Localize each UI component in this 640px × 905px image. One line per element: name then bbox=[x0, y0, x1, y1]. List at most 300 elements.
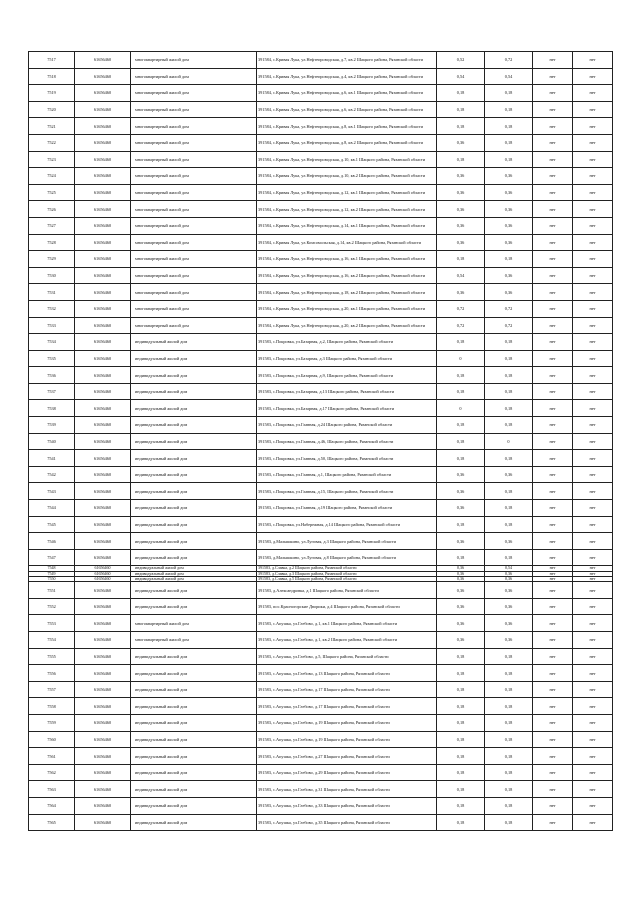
value-2-cell: 0,36 bbox=[485, 201, 533, 218]
flag-1-cell: нет bbox=[533, 500, 573, 517]
flag-2-cell: нет bbox=[573, 731, 613, 748]
flag-1-cell: нет bbox=[533, 234, 573, 251]
flag-2-cell: нет bbox=[573, 433, 613, 450]
table-row bbox=[29, 168, 613, 185]
flag-2-cell: нет bbox=[573, 201, 613, 218]
oktmo-code-cell: 61656460 bbox=[75, 168, 131, 185]
building-type-cell: индивидуальный жилой дом bbox=[131, 417, 257, 434]
value-1-cell: 0,36 bbox=[437, 234, 485, 251]
flag-1-cell: нет bbox=[533, 52, 573, 69]
building-type-cell: индивидуальный жилой дом bbox=[131, 814, 257, 831]
table-row bbox=[29, 450, 613, 467]
value-2-cell: 0,72 bbox=[485, 317, 533, 334]
row-number-cell: 7532 bbox=[29, 300, 75, 317]
oktmo-code-cell: 61656460 bbox=[75, 350, 131, 367]
address-cell: 391584, с.Кривая Лука, ул.Нефтепроводская, д.10, кв.1 Шацкого района, Рязанской области bbox=[257, 151, 437, 168]
flag-2-cell: нет bbox=[573, 571, 613, 576]
table-row bbox=[29, 284, 613, 301]
value-2-cell: 0,18 bbox=[485, 450, 533, 467]
flag-2-cell: нет bbox=[573, 566, 613, 571]
value-1-cell: 0,18 bbox=[437, 814, 485, 831]
building-type-cell: индивидуальный жилой дом bbox=[131, 400, 257, 417]
table-row bbox=[29, 217, 613, 234]
address-cell: 391583, с.Покровка, ул.Главная, д.46, Шацкого района, Рязанской области bbox=[257, 433, 437, 450]
address-cell: 391583, с.Покровка, ул.Базарная, д.2, Шацкого района, Рязанской области bbox=[257, 334, 437, 351]
row-number-cell: 7530 bbox=[29, 267, 75, 284]
flag-2-cell: нет bbox=[573, 632, 613, 649]
row-number-cell: 7563 bbox=[29, 781, 75, 798]
housing-register-table bbox=[28, 51, 613, 831]
flag-2-cell: нет bbox=[573, 715, 613, 732]
value-1-cell: 0,18 bbox=[437, 334, 485, 351]
row-number-cell: 7537 bbox=[29, 383, 75, 400]
address-cell: 391583, с.Апушка, ул.Глебово, д.27 Шацкого района, Рязанской области bbox=[257, 748, 437, 765]
building-type-cell: многоквартирный жилой дом bbox=[131, 317, 257, 334]
building-type-cell: индивидуальный жилой дом bbox=[131, 748, 257, 765]
row-number-cell: 7525 bbox=[29, 184, 75, 201]
building-type-cell: индивидуальный жилой дом bbox=[131, 566, 257, 571]
value-2-cell: 0,18 bbox=[485, 334, 533, 351]
value-1-cell: 0,36 bbox=[437, 533, 485, 550]
address-cell: 391584, с.Кривая Лука, ул.Нефтепроводская, д.4, кв.2 Шацкого района, Рязанской области bbox=[257, 68, 437, 85]
flag-1-cell: нет bbox=[533, 400, 573, 417]
address-cell: 391583, с.Апушка, ул.Глебово, д.13 Шацкого района, Рязанской области bbox=[257, 665, 437, 682]
building-type-cell: индивидуальный жилой дом bbox=[131, 549, 257, 566]
building-type-cell: индивидуальный жилой дом bbox=[131, 582, 257, 599]
flag-1-cell: нет bbox=[533, 615, 573, 632]
flag-2-cell: нет bbox=[573, 350, 613, 367]
row-number-cell: 7528 bbox=[29, 234, 75, 251]
row-number-cell: 7517 bbox=[29, 52, 75, 69]
value-2-cell: 0,18 bbox=[485, 118, 533, 135]
oktmo-code-cell: 61656460 bbox=[75, 367, 131, 384]
building-type-cell: индивидуальный жилой дом bbox=[131, 533, 257, 550]
address-cell: 391583, с.Покровка, ул.Главная, д.50, Шацкого района, Рязанской области bbox=[257, 450, 437, 467]
row-number-cell: 7557 bbox=[29, 681, 75, 698]
value-2-cell: 0,54 bbox=[485, 566, 533, 571]
oktmo-code-cell: 61656460 bbox=[75, 533, 131, 550]
oktmo-code-cell: 61656460 bbox=[75, 217, 131, 234]
value-1-cell: 0,36 bbox=[437, 598, 485, 615]
flag-1-cell: нет bbox=[533, 217, 573, 234]
flag-2-cell: нет bbox=[573, 151, 613, 168]
flag-2-cell: нет bbox=[573, 598, 613, 615]
flag-1-cell: нет bbox=[533, 433, 573, 450]
table-row bbox=[29, 400, 613, 417]
flag-2-cell: нет bbox=[573, 781, 613, 798]
value-1-cell: 0,36 bbox=[437, 566, 485, 571]
oktmo-code-cell: 61656460 bbox=[75, 234, 131, 251]
flag-1-cell: нет bbox=[533, 632, 573, 649]
value-1-cell: 0,36 bbox=[437, 134, 485, 151]
flag-2-cell: нет bbox=[573, 134, 613, 151]
oktmo-code-cell: 61656460 bbox=[75, 317, 131, 334]
row-number-cell: 7559 bbox=[29, 715, 75, 732]
building-type-cell: индивидуальный жилой дом bbox=[131, 571, 257, 576]
table-row bbox=[29, 582, 613, 599]
flag-1-cell: нет bbox=[533, 334, 573, 351]
value-2-cell: 0,18 bbox=[485, 516, 533, 533]
address-cell: 391583, д.Малышкино, ул.Луговая, д.3 Шацкого района, Рязанской области bbox=[257, 533, 437, 550]
address-cell: 391584, с.Кривая Лука, ул.Нефтепроводская, д.20, кв.2 Шацкого района, Рязанской области bbox=[257, 317, 437, 334]
address-cell: 391583, с.Покровка, ул.Главная, д.15, Шацкого района, Рязанской области bbox=[257, 483, 437, 500]
table-row bbox=[29, 118, 613, 135]
address-cell: 391583, с.Апушка, ул.Глебово, д.17 Шацкого района, Рязанской области bbox=[257, 698, 437, 715]
building-type-cell: многоквартирный жилой дом bbox=[131, 184, 257, 201]
oktmo-code-cell: 61656460 bbox=[75, 466, 131, 483]
address-cell: 391583, с.Апушка, ул.Глебово, д.17 Шацкого района, Рязанской области bbox=[257, 681, 437, 698]
building-type-cell: многоквартирный жилой дом bbox=[131, 267, 257, 284]
row-number-cell: 7565 bbox=[29, 814, 75, 831]
flag-1-cell: нет bbox=[533, 648, 573, 665]
value-2-cell: 0,18 bbox=[485, 648, 533, 665]
address-cell: 391584, с.Кривая Лука, ул.Нефтепроводская, д.8, кв.2 Шацкого района, Рязанской области bbox=[257, 134, 437, 151]
flag-1-cell: нет bbox=[533, 681, 573, 698]
value-1-cell: 0,36 bbox=[437, 217, 485, 234]
flag-1-cell: нет bbox=[533, 300, 573, 317]
address-cell: 391583, д.Славка, д.2 Шацкого района, Рязанской области bbox=[257, 566, 437, 571]
oktmo-code-cell: 61656460 bbox=[75, 681, 131, 698]
flag-2-cell: нет bbox=[573, 764, 613, 781]
table-row bbox=[29, 151, 613, 168]
flag-1-cell: нет bbox=[533, 118, 573, 135]
value-1-cell: 0,18 bbox=[437, 417, 485, 434]
row-number-cell: 7551 bbox=[29, 582, 75, 599]
address-cell: 391583, д.Александровка, д.1 Шацкого района, Рязанской области bbox=[257, 582, 437, 599]
oktmo-code-cell: 61656460 bbox=[75, 184, 131, 201]
table-row bbox=[29, 665, 613, 682]
address-cell: 391584, с.Кривая Лука, ул.Нефтепроводская, д.16, кв.1 Шацкого района, Рязанской области bbox=[257, 251, 437, 268]
row-number-cell: 7523 bbox=[29, 151, 75, 168]
value-2-cell: 0,36 bbox=[485, 533, 533, 550]
building-type-cell: многоквартирный жилой дом bbox=[131, 68, 257, 85]
oktmo-code-cell: 61656460 bbox=[75, 151, 131, 168]
address-cell: 391583, с.Покровка, ул.Главная, д.24 Шацкого района, Рязанской области bbox=[257, 417, 437, 434]
table-row bbox=[29, 781, 613, 798]
table-row bbox=[29, 500, 613, 517]
row-number-cell: 7556 bbox=[29, 665, 75, 682]
flag-2-cell: нет bbox=[573, 68, 613, 85]
table-row bbox=[29, 383, 613, 400]
flag-1-cell: нет bbox=[533, 764, 573, 781]
value-1-cell: 0,18 bbox=[437, 648, 485, 665]
flag-2-cell: нет bbox=[573, 367, 613, 384]
address-cell: 391584, с.Кривая Лука, ул.Нефтепроводская, д.16, кв.2 Шацкого района, Рязанской области bbox=[257, 267, 437, 284]
flag-2-cell: нет bbox=[573, 698, 613, 715]
oktmo-code-cell: 61656460 bbox=[75, 201, 131, 218]
building-type-cell: индивидуальный жилой дом bbox=[131, 334, 257, 351]
flag-2-cell: нет bbox=[573, 52, 613, 69]
oktmo-code-cell: 61656460 bbox=[75, 251, 131, 268]
oktmo-code-cell: 61656460 bbox=[75, 665, 131, 682]
value-2-cell: 0,36 bbox=[485, 217, 533, 234]
flag-2-cell: нет bbox=[573, 533, 613, 550]
flag-2-cell: нет bbox=[573, 516, 613, 533]
flag-2-cell: нет bbox=[573, 284, 613, 301]
table-row bbox=[29, 748, 613, 765]
flag-1-cell: нет bbox=[533, 665, 573, 682]
table-row bbox=[29, 267, 613, 284]
building-type-cell: индивидуальный жилой дом bbox=[131, 665, 257, 682]
address-cell: 391583, с.Покровка, ул.Базарная, д.3 Шацкого района, Рязанской области bbox=[257, 350, 437, 367]
value-2-cell: 0,18 bbox=[485, 367, 533, 384]
address-cell: 391584, с.Кривая Лука, ул.Нефтепроводская, д.6, кв.2 Шацкого района, Рязанской области bbox=[257, 101, 437, 118]
building-type-cell: индивидуальный жилой дом bbox=[131, 483, 257, 500]
row-number-cell: 7552 bbox=[29, 598, 75, 615]
table-row bbox=[29, 350, 613, 367]
building-type-cell: индивидуальный жилой дом bbox=[131, 350, 257, 367]
value-1-cell: 0,18 bbox=[437, 433, 485, 450]
row-number-cell: 7548 bbox=[29, 566, 75, 571]
address-cell: 391583, с.Покровка, ул.Главная, д.19 Шацкого района, Рязанской области bbox=[257, 500, 437, 517]
building-type-cell: многоквартирный жилой дом bbox=[131, 234, 257, 251]
table-row bbox=[29, 317, 613, 334]
table-row bbox=[29, 533, 613, 550]
row-number-cell: 7549 bbox=[29, 571, 75, 576]
address-cell: 391584, с.Кривая Лука, ул.Комсомольская, д.14, кв.2 Шацкого района, Рязанской области bbox=[257, 234, 437, 251]
oktmo-code-cell: 61656460 bbox=[75, 52, 131, 69]
value-1-cell: 0,18 bbox=[437, 549, 485, 566]
oktmo-code-cell: 61656460 bbox=[75, 632, 131, 649]
value-1-cell: 0,36 bbox=[437, 483, 485, 500]
address-cell: 391583, с.Апушка, ул.Глебово, д.5, Шацкого района, Рязанской области bbox=[257, 648, 437, 665]
table-row bbox=[29, 483, 613, 500]
flag-2-cell: нет bbox=[573, 549, 613, 566]
value-1-cell: 0,18 bbox=[437, 731, 485, 748]
flag-1-cell: нет bbox=[533, 814, 573, 831]
row-number-cell: 7545 bbox=[29, 516, 75, 533]
value-2-cell: 0,36 bbox=[485, 577, 533, 582]
value-1-cell: 0,54 bbox=[437, 267, 485, 284]
table-body bbox=[29, 52, 613, 831]
oktmo-code-cell: 61656460 bbox=[75, 300, 131, 317]
address-cell: 391583, с.Апушка, ул.Глебово, д.29 Шацкого района, Рязанской области bbox=[257, 764, 437, 781]
building-type-cell: индивидуальный жилой дом bbox=[131, 648, 257, 665]
flag-2-cell: нет bbox=[573, 615, 613, 632]
value-1-cell: 0,18 bbox=[437, 698, 485, 715]
table-row bbox=[29, 814, 613, 831]
building-type-cell: индивидуальный жилой дом bbox=[131, 764, 257, 781]
building-type-cell: индивидуальный жилой дом bbox=[131, 715, 257, 732]
table-row bbox=[29, 715, 613, 732]
oktmo-code-cell: 61656460 bbox=[75, 798, 131, 815]
table-row bbox=[29, 731, 613, 748]
value-2-cell: 0,36 bbox=[485, 184, 533, 201]
value-2-cell: 0,18 bbox=[485, 781, 533, 798]
value-2-cell: 0,36 bbox=[485, 582, 533, 599]
building-type-cell: многоквартирный жилой дом bbox=[131, 134, 257, 151]
table-row bbox=[29, 615, 613, 632]
value-1-cell: 0,36 bbox=[437, 201, 485, 218]
oktmo-code-cell: 61656460 bbox=[75, 483, 131, 500]
address-cell: 391584, с.Кривая Лука, ул.Нефтепроводская, д.6, кв.1 Шацкого района, Рязанской области bbox=[257, 85, 437, 102]
row-number-cell: 7541 bbox=[29, 450, 75, 467]
flag-2-cell: нет bbox=[573, 184, 613, 201]
table-row bbox=[29, 367, 613, 384]
value-2-cell: 0,18 bbox=[485, 731, 533, 748]
building-type-cell: многоквартирный жилой дом bbox=[131, 300, 257, 317]
value-1-cell: 0,18 bbox=[437, 367, 485, 384]
oktmo-code-cell: 61656460 bbox=[75, 566, 131, 571]
flag-2-cell: нет bbox=[573, 251, 613, 268]
value-1-cell: 0 bbox=[437, 350, 485, 367]
flag-1-cell: нет bbox=[533, 781, 573, 798]
building-type-cell: многоквартирный жилой дом bbox=[131, 284, 257, 301]
row-number-cell: 7535 bbox=[29, 350, 75, 367]
building-type-cell: многоквартирный жилой дом bbox=[131, 101, 257, 118]
flag-1-cell: нет bbox=[533, 184, 573, 201]
flag-1-cell: нет bbox=[533, 466, 573, 483]
building-type-cell: индивидуальный жилой дом bbox=[131, 681, 257, 698]
value-1-cell: 0,36 bbox=[437, 466, 485, 483]
flag-1-cell: нет bbox=[533, 284, 573, 301]
value-2-cell: 0,18 bbox=[485, 500, 533, 517]
flag-2-cell: нет bbox=[573, 168, 613, 185]
flag-2-cell: нет bbox=[573, 334, 613, 351]
address-cell: 391584, с.Кривая Лука, ул.Нефтепроводская, д.10, кв.2 Шацкого района, Рязанской области bbox=[257, 168, 437, 185]
row-number-cell: 7550 bbox=[29, 577, 75, 582]
row-number-cell: 7522 bbox=[29, 134, 75, 151]
address-cell: 391583, д.Малышкино, ул.Луговая, д.8 Шацкого района, Рязанской области bbox=[257, 549, 437, 566]
value-2-cell: 0,54 bbox=[485, 68, 533, 85]
table-row bbox=[29, 251, 613, 268]
flag-1-cell: нет bbox=[533, 350, 573, 367]
row-number-cell: 7536 bbox=[29, 367, 75, 384]
flag-2-cell: нет bbox=[573, 85, 613, 102]
address-cell: 391584, с.Кривая Лука, ул.Нефтепроводская, д.20, кв.1 Шацкого района, Рязанской области bbox=[257, 300, 437, 317]
flag-2-cell: нет bbox=[573, 814, 613, 831]
value-1-cell: 0,18 bbox=[437, 151, 485, 168]
row-number-cell: 7518 bbox=[29, 68, 75, 85]
flag-1-cell: нет bbox=[533, 151, 573, 168]
value-2-cell: 0,18 bbox=[485, 151, 533, 168]
value-1-cell: 0,36 bbox=[437, 284, 485, 301]
value-1-cell: 0,18 bbox=[437, 764, 485, 781]
value-1-cell: 0,18 bbox=[437, 748, 485, 765]
oktmo-code-cell: 61656460 bbox=[75, 134, 131, 151]
address-cell: 391584, с.Кривая Лука, ул.Нефтепроводская, д.14, кв.1 Шацкого района, Рязанской области bbox=[257, 217, 437, 234]
flag-1-cell: нет bbox=[533, 85, 573, 102]
value-1-cell: 0,72 bbox=[437, 317, 485, 334]
value-2-cell: 0,18 bbox=[485, 417, 533, 434]
table-row bbox=[29, 764, 613, 781]
row-number-cell: 7520 bbox=[29, 101, 75, 118]
value-2-cell: 0,36 bbox=[485, 615, 533, 632]
row-number-cell: 7561 bbox=[29, 748, 75, 765]
row-number-cell: 7534 bbox=[29, 334, 75, 351]
oktmo-code-cell: 61656460 bbox=[75, 571, 131, 576]
oktmo-code-cell: 61656460 bbox=[75, 615, 131, 632]
flag-2-cell: нет bbox=[573, 798, 613, 815]
building-type-cell: многоквартирный жилой дом bbox=[131, 151, 257, 168]
value-1-cell: 0,36 bbox=[437, 168, 485, 185]
value-2-cell: 0,18 bbox=[485, 665, 533, 682]
row-number-cell: 7538 bbox=[29, 400, 75, 417]
value-1-cell: 0,18 bbox=[437, 715, 485, 732]
flag-2-cell: нет bbox=[573, 400, 613, 417]
address-cell: 391583, с.Покровка, ул.Главная, д.1, Шацкого района, Рязанской области bbox=[257, 466, 437, 483]
table-row bbox=[29, 101, 613, 118]
value-2-cell: 0,36 bbox=[485, 598, 533, 615]
oktmo-code-cell: 61656460 bbox=[75, 698, 131, 715]
row-number-cell: 7533 bbox=[29, 317, 75, 334]
table-row bbox=[29, 68, 613, 85]
value-1-cell: 0,36 bbox=[437, 500, 485, 517]
building-type-cell: многоквартирный жилой дом bbox=[131, 632, 257, 649]
value-1-cell: 0,36 bbox=[437, 615, 485, 632]
address-cell: 391584, с.Кривая Лука, ул.Нефтепроводская, д.7, кв.2 Шацкого района, Рязанской области bbox=[257, 52, 437, 69]
value-2-cell: 0,36 bbox=[485, 234, 533, 251]
flag-2-cell: нет bbox=[573, 681, 613, 698]
value-1-cell: 0,36 bbox=[437, 582, 485, 599]
value-1-cell: 0,18 bbox=[437, 251, 485, 268]
table-row bbox=[29, 184, 613, 201]
table-row bbox=[29, 549, 613, 566]
address-cell: 391583, с.Покровка, ул.Базарная, д.9, Шацкого района, Рязанской области bbox=[257, 367, 437, 384]
oktmo-code-cell: 61656460 bbox=[75, 400, 131, 417]
oktmo-code-cell: 61656460 bbox=[75, 101, 131, 118]
building-type-cell: индивидуальный жилой дом bbox=[131, 698, 257, 715]
row-number-cell: 7531 bbox=[29, 284, 75, 301]
building-type-cell: индивидуальный жилой дом bbox=[131, 500, 257, 517]
row-number-cell: 7543 bbox=[29, 483, 75, 500]
value-2-cell: 0,18 bbox=[485, 715, 533, 732]
address-cell: 391583, д.Славка, д.3 Шацкого района, Рязанской области bbox=[257, 571, 437, 576]
value-1-cell: 0,36 bbox=[437, 184, 485, 201]
value-2-cell: 0,36 bbox=[485, 632, 533, 649]
oktmo-code-cell: 61656460 bbox=[75, 284, 131, 301]
oktmo-code-cell: 61656460 bbox=[75, 598, 131, 615]
address-cell: 391583, с.Апушка, ул.Глебово, д.19 Шацкого района, Рязанской области bbox=[257, 731, 437, 748]
value-2-cell: 0,18 bbox=[485, 134, 533, 151]
oktmo-code-cell: 61656460 bbox=[75, 383, 131, 400]
flag-1-cell: нет bbox=[533, 68, 573, 85]
address-cell: 391584, с.Кривая Лука, ул.Нефтепроводская, д.18, кв.2 Шацкого района, Рязанской области bbox=[257, 284, 437, 301]
value-2-cell: 0,18 bbox=[485, 483, 533, 500]
flag-1-cell: нет bbox=[533, 577, 573, 582]
flag-2-cell: нет bbox=[573, 417, 613, 434]
value-2-cell: 0,18 bbox=[485, 798, 533, 815]
value-2-cell: 0,18 bbox=[485, 549, 533, 566]
building-type-cell: многоквартирный жилой дом bbox=[131, 168, 257, 185]
address-cell: 391584, с.Кривая Лука, ул.Нефтепроводская, д.12, кв.1 Шацкого района, Рязанской области bbox=[257, 184, 437, 201]
flag-1-cell: нет bbox=[533, 798, 573, 815]
row-number-cell: 7539 bbox=[29, 417, 75, 434]
flag-2-cell: нет bbox=[573, 450, 613, 467]
value-2-cell: 0,18 bbox=[485, 251, 533, 268]
row-number-cell: 7560 bbox=[29, 731, 75, 748]
building-type-cell: индивидуальный жилой дом bbox=[131, 383, 257, 400]
value-2-cell: 0,18 bbox=[485, 814, 533, 831]
address-cell: 391583, с.Апушка, ул.Глебово, д.33 Шацкого района, Рязанской области bbox=[257, 798, 437, 815]
flag-1-cell: нет bbox=[533, 367, 573, 384]
flag-2-cell: нет bbox=[573, 267, 613, 284]
value-2-cell: 0,36 bbox=[485, 267, 533, 284]
row-number-cell: 7527 bbox=[29, 217, 75, 234]
table-row bbox=[29, 433, 613, 450]
value-2-cell: 0,18 bbox=[485, 101, 533, 118]
value-2-cell: 0,18 bbox=[485, 400, 533, 417]
flag-1-cell: нет bbox=[533, 582, 573, 599]
flag-2-cell: нет bbox=[573, 748, 613, 765]
flag-2-cell: нет bbox=[573, 300, 613, 317]
oktmo-code-cell: 61656460 bbox=[75, 450, 131, 467]
building-type-cell: многоквартирный жилой дом bbox=[131, 201, 257, 218]
address-cell: 391583, с.Покровка, ул.Базарная, д.13 Шацкого района, Рязанской области bbox=[257, 383, 437, 400]
oktmo-code-cell: 61656460 bbox=[75, 516, 131, 533]
oktmo-code-cell: 61656460 bbox=[75, 764, 131, 781]
building-type-cell: индивидуальный жилой дом bbox=[131, 450, 257, 467]
